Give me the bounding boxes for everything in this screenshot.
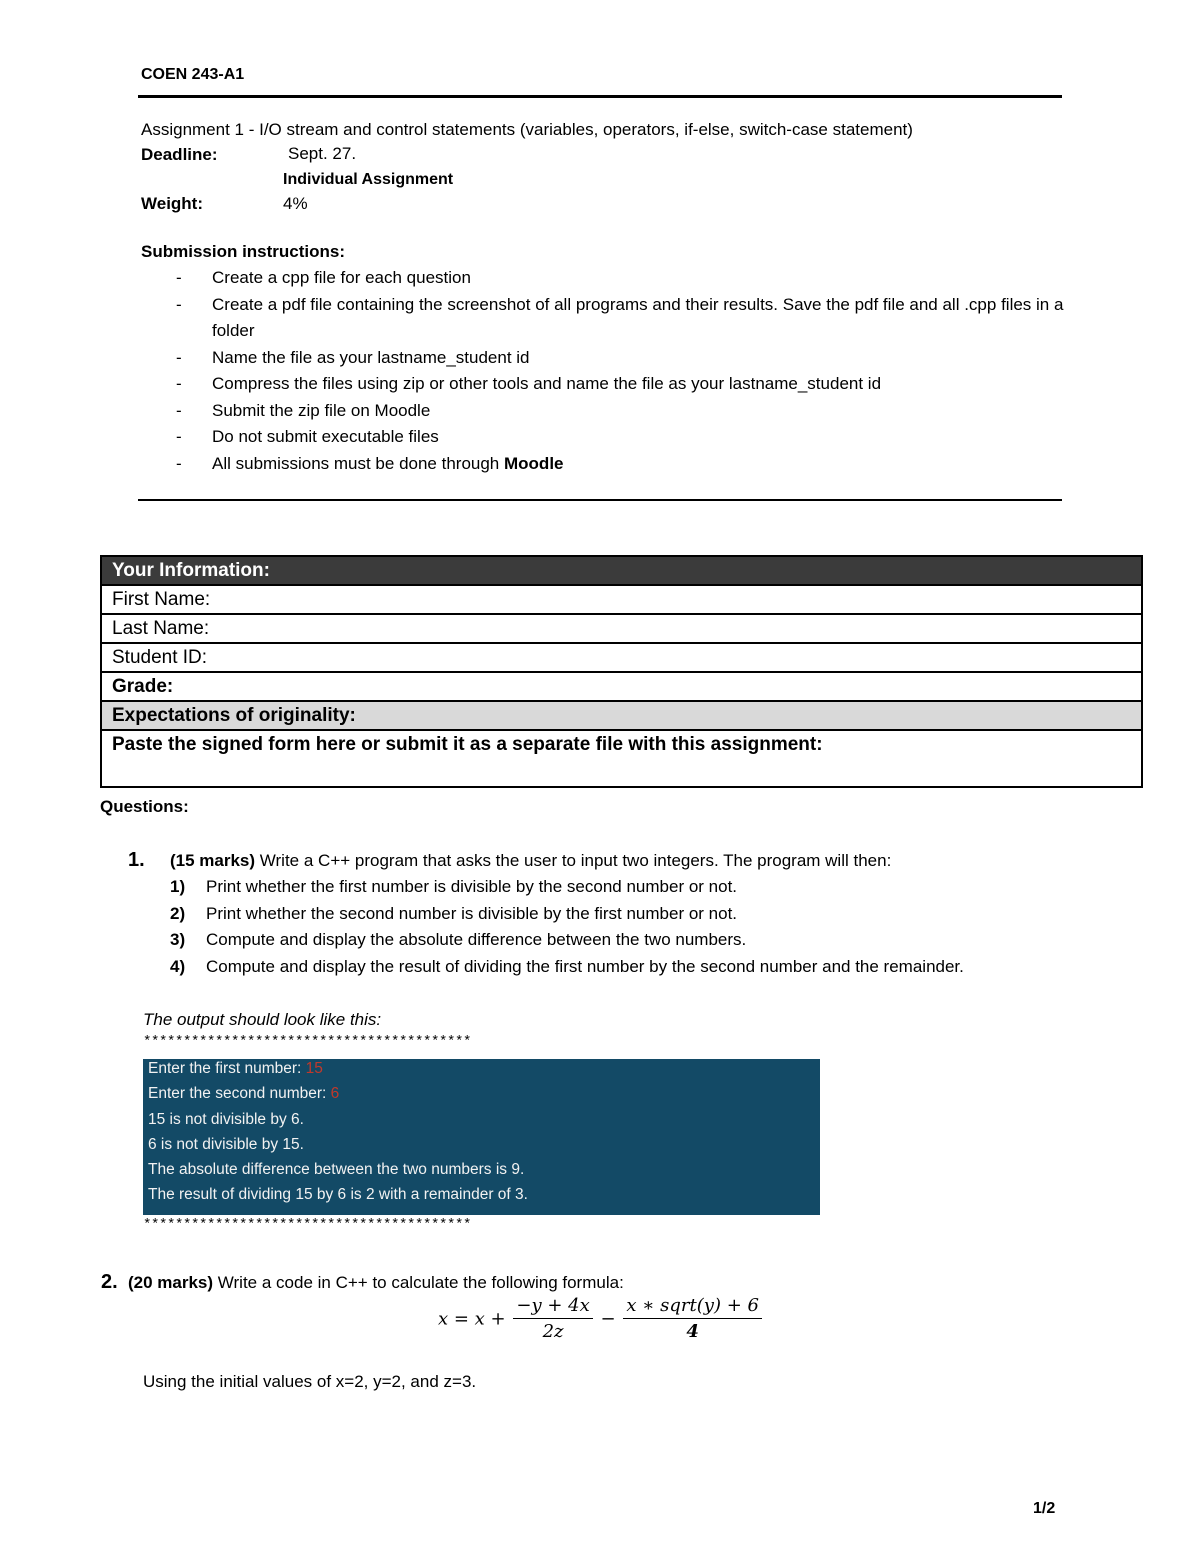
grade-field: Grade: bbox=[101, 672, 1142, 701]
paste-signed-form: Paste the signed form here or submit it as a separate file with this assignment: bbox=[101, 730, 1142, 787]
fraction-2 bbox=[623, 1294, 762, 1345]
assignment-type: Individual Assignment bbox=[283, 171, 454, 188]
assignment-title: Assignment 1 - I/O stream and control statements (variables, operators, if-else, switch-case statement) bbox=[141, 120, 913, 139]
step-number: 3) bbox=[170, 930, 186, 949]
originality-header: Expectations of originality: bbox=[101, 701, 1142, 730]
input-second: 6 bbox=[330, 1085, 340, 1103]
formula bbox=[438, 1294, 764, 1345]
console-line: The absolute difference between the two numbers is 9. bbox=[148, 1161, 525, 1179]
list-item bbox=[140, 265, 1070, 292]
q1-statement bbox=[170, 851, 891, 871]
page-number: 1/2 bbox=[1033, 1500, 1056, 1517]
step-text: Compute and display the absolute difference between the two numbers. bbox=[206, 930, 747, 949]
formula-lhs: x = x + bbox=[438, 1308, 506, 1330]
item-text: Name the file as your lastname_student id bbox=[212, 347, 530, 367]
q2-statement bbox=[128, 1273, 624, 1293]
list-item bbox=[170, 874, 1040, 901]
console-line bbox=[148, 1059, 820, 1084]
dash: - bbox=[176, 347, 182, 367]
last-name-field: Last Name: bbox=[101, 614, 1142, 643]
formula-minus: − bbox=[600, 1308, 616, 1330]
submission-list bbox=[140, 265, 1070, 477]
fraction-1-numerator: −y + 4x bbox=[513, 1294, 592, 1319]
course-code: COEN 243-A1 bbox=[141, 66, 245, 83]
bottom-divider bbox=[138, 499, 1062, 501]
fraction-2-denominator: 4 bbox=[686, 1321, 699, 1342]
dash: - bbox=[176, 400, 182, 420]
console-line: 15 is not divisible by 6. bbox=[148, 1110, 304, 1128]
stars-top: ***************************************** bbox=[143, 1034, 472, 1050]
dash: - bbox=[176, 374, 182, 393]
q2-number: 2. bbox=[101, 1271, 118, 1293]
console-output bbox=[143, 1059, 820, 1215]
item-text: Compress the files using zip or other tools and name the file as your lastname_student id bbox=[212, 374, 882, 393]
item-text: Create a cpp file for each question bbox=[212, 268, 471, 287]
item-text: Do not submit executable files bbox=[212, 427, 439, 446]
student-id-field: Student ID: bbox=[101, 643, 1142, 672]
dash: - bbox=[176, 453, 182, 473]
q1-marks: (15 marks) bbox=[170, 851, 256, 870]
step-text: Compute and display the result of dividing the first number by the second number and the remainder. bbox=[206, 956, 964, 976]
step-number: 1) bbox=[170, 877, 186, 896]
list-item bbox=[140, 371, 1070, 398]
console-line: 6 is not divisible by 15. bbox=[148, 1135, 304, 1153]
input-first: 15 bbox=[305, 1060, 323, 1077]
list-item bbox=[140, 398, 1070, 425]
q1-text: Write a C++ program that asks the user to input two integers. The program will then: bbox=[255, 851, 892, 870]
list-item bbox=[170, 901, 1040, 928]
item-text: Submit the zip file on Moodle bbox=[212, 400, 431, 420]
prompt-second: Enter the second number: bbox=[148, 1085, 331, 1103]
step-number: 4) bbox=[170, 956, 186, 976]
info-header: Your Information: bbox=[101, 556, 1142, 585]
deadline-label: Deadline: bbox=[141, 145, 218, 164]
q2-marks: (20 marks) bbox=[128, 1273, 214, 1292]
first-name-field: First Name: bbox=[101, 585, 1142, 614]
console-line bbox=[148, 1084, 820, 1109]
console-line: The result of dividing 15 by 6 is 2 with a remainder of 3. bbox=[148, 1186, 528, 1204]
moodle-bold: Moodle bbox=[504, 453, 564, 473]
step-text: Print whether the first number is divisible by the second number or not. bbox=[206, 877, 738, 896]
list-item bbox=[140, 451, 1070, 478]
list-item bbox=[140, 345, 1070, 372]
dash: - bbox=[176, 294, 182, 314]
top-divider bbox=[138, 95, 1062, 98]
q1-steps bbox=[170, 874, 1040, 980]
list-item bbox=[170, 927, 1040, 954]
list-item bbox=[170, 954, 1040, 981]
submission-heading: Submission instructions: bbox=[141, 242, 346, 261]
step-text: Print whether the second number is divisible by the first number or not. bbox=[206, 903, 738, 923]
deadline-value: Sept. 27. bbox=[288, 144, 357, 163]
fraction-2-numerator: x ∗ sqrt(y) + 6 bbox=[623, 1294, 762, 1319]
step-number: 2) bbox=[170, 903, 186, 923]
q1-number: 1. bbox=[128, 849, 145, 871]
weight-label: Weight: bbox=[141, 194, 204, 213]
list-item bbox=[140, 292, 1070, 345]
output-intro: The output should look like this: bbox=[143, 1010, 382, 1029]
dash: - bbox=[176, 268, 182, 287]
item-text: All submissions must be done through bbox=[212, 453, 504, 473]
item-text: Create a pdf file containing the screenshot of all programs and their results. Save the pdf file and all .cpp files in a folder bbox=[212, 294, 1064, 340]
questions-heading: Questions: bbox=[100, 797, 189, 816]
fraction-1 bbox=[513, 1294, 592, 1345]
fraction-1-denominator: 2z bbox=[542, 1321, 564, 1342]
info-table bbox=[100, 555, 1143, 788]
list-item bbox=[140, 424, 1070, 451]
prompt-first: Enter the first number: bbox=[148, 1060, 306, 1077]
dash: - bbox=[176, 427, 182, 446]
stars-bottom: ***************************************** bbox=[143, 1217, 472, 1233]
weight-value: 4% bbox=[283, 194, 308, 213]
q2-text: Write a code in C++ to calculate the following formula: bbox=[213, 1273, 624, 1292]
initial-values: Using the initial values of x=2, y=2, and z=3. bbox=[143, 1372, 477, 1391]
